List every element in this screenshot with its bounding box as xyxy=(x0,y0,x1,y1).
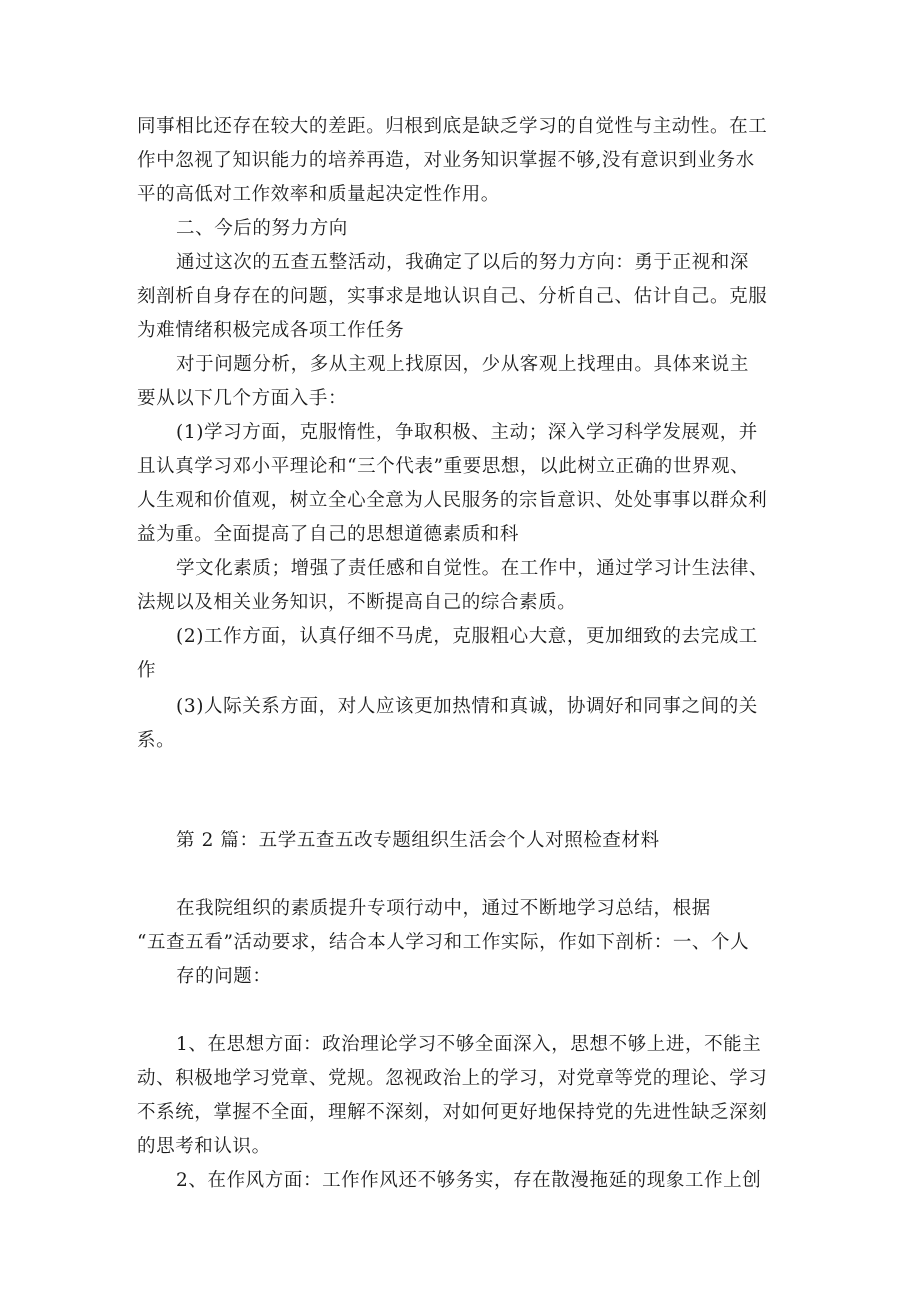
item-two-line: (2)工作方面，认真仔细不马虎，克服粗心大意，更加细致的去完成工 xyxy=(176,626,758,647)
direction-para-line: 为难情绪积极完成各项工作任务 xyxy=(137,320,405,341)
item-three-line: 系。 xyxy=(137,730,176,751)
intro-para-line: “五查五看”活动要求，结合本人学习和工作实际，作如下剖析：一、个人 xyxy=(137,932,750,953)
direction-para-line: 刻剖析自身存在的问题，实事求是地认识自己、分析自己、估计自己。克服 xyxy=(137,286,768,307)
item-one-line: 益为重。全面提高了自己的思想道德素质和科 xyxy=(137,524,520,545)
item-one-line: (1)学习方面，克服惰性，争取积极、主动；深入学习科学发展观，并 xyxy=(176,422,758,443)
item-one-cont-line: 法规以及相关业务知识，不断提高自己的综合素质。 xyxy=(137,592,577,613)
item-one-line: 且认真学习邓小平理论和“三个代表”重要思想，以此树立正确的世界观、 xyxy=(137,456,750,477)
item-three-line: (3)人际关系方面，对人应该更加热情和真诚，协调好和同事之间的关 xyxy=(176,696,758,717)
item-one-cont-line: 学文化素质；增强了责任感和自觉性。在工作中，通过学习计生法律、 xyxy=(176,558,769,579)
problem-one-line: 1、在思想方面：政治理论学习不够全面深入，思想不够上进，不能主 xyxy=(176,1034,762,1055)
analysis-para-line: 对于问题分析，多从主观上找原因，少从客观上找理由。具体来说主 xyxy=(176,354,750,375)
intro-para-line: 存的问题： xyxy=(176,966,272,987)
item-one-line: 人生观和价值观，树立全心全意为人民服务的宗旨意识、处处事事以群众利 xyxy=(137,490,768,511)
item-two-line: 作 xyxy=(137,660,157,681)
problem-one-line: 的思考和认识。 xyxy=(137,1136,271,1157)
section-heading: 二、今后的努力方向 xyxy=(176,218,348,239)
problem-one-line: 动、积极地学习党章、党规。忽视政治上的学习，对党章等党的理论、学习 xyxy=(137,1068,768,1089)
analysis-para-line: 要从以下几个方面入手： xyxy=(137,388,348,409)
problem-two-line: 2、在作风方面：工作作风还不够务实，存在散漫拖延的现象工作上创 xyxy=(176,1170,762,1191)
section-one-line: 同事相比还存在较大的差距。归根到底是缺乏学习的自觉性与主动性。在工 xyxy=(137,116,768,137)
problem-one-line: 不系统，掌握不全面，理解不深刻，对如何更好地保持党的先进性缺乏深刻 xyxy=(137,1102,768,1123)
intro-para-line: 在我院组织的素质提升专项行动中，通过不断地学习总结，根据 xyxy=(176,898,711,919)
article-title: 第 2 篇：五学五查五改专题组织生活会个人对照检查材料 xyxy=(176,830,660,851)
section-one-line: 作中忽视了知识能力的培养再造，对业务知识掌握不够,没有意识到业务水 xyxy=(137,150,755,171)
direction-para-line: 通过这次的五查五整活动，我确定了以后的努力方向：勇于正视和深 xyxy=(176,252,750,273)
section-one-line: 平的高低对工作效率和质量起决定性作用。 xyxy=(137,184,500,205)
